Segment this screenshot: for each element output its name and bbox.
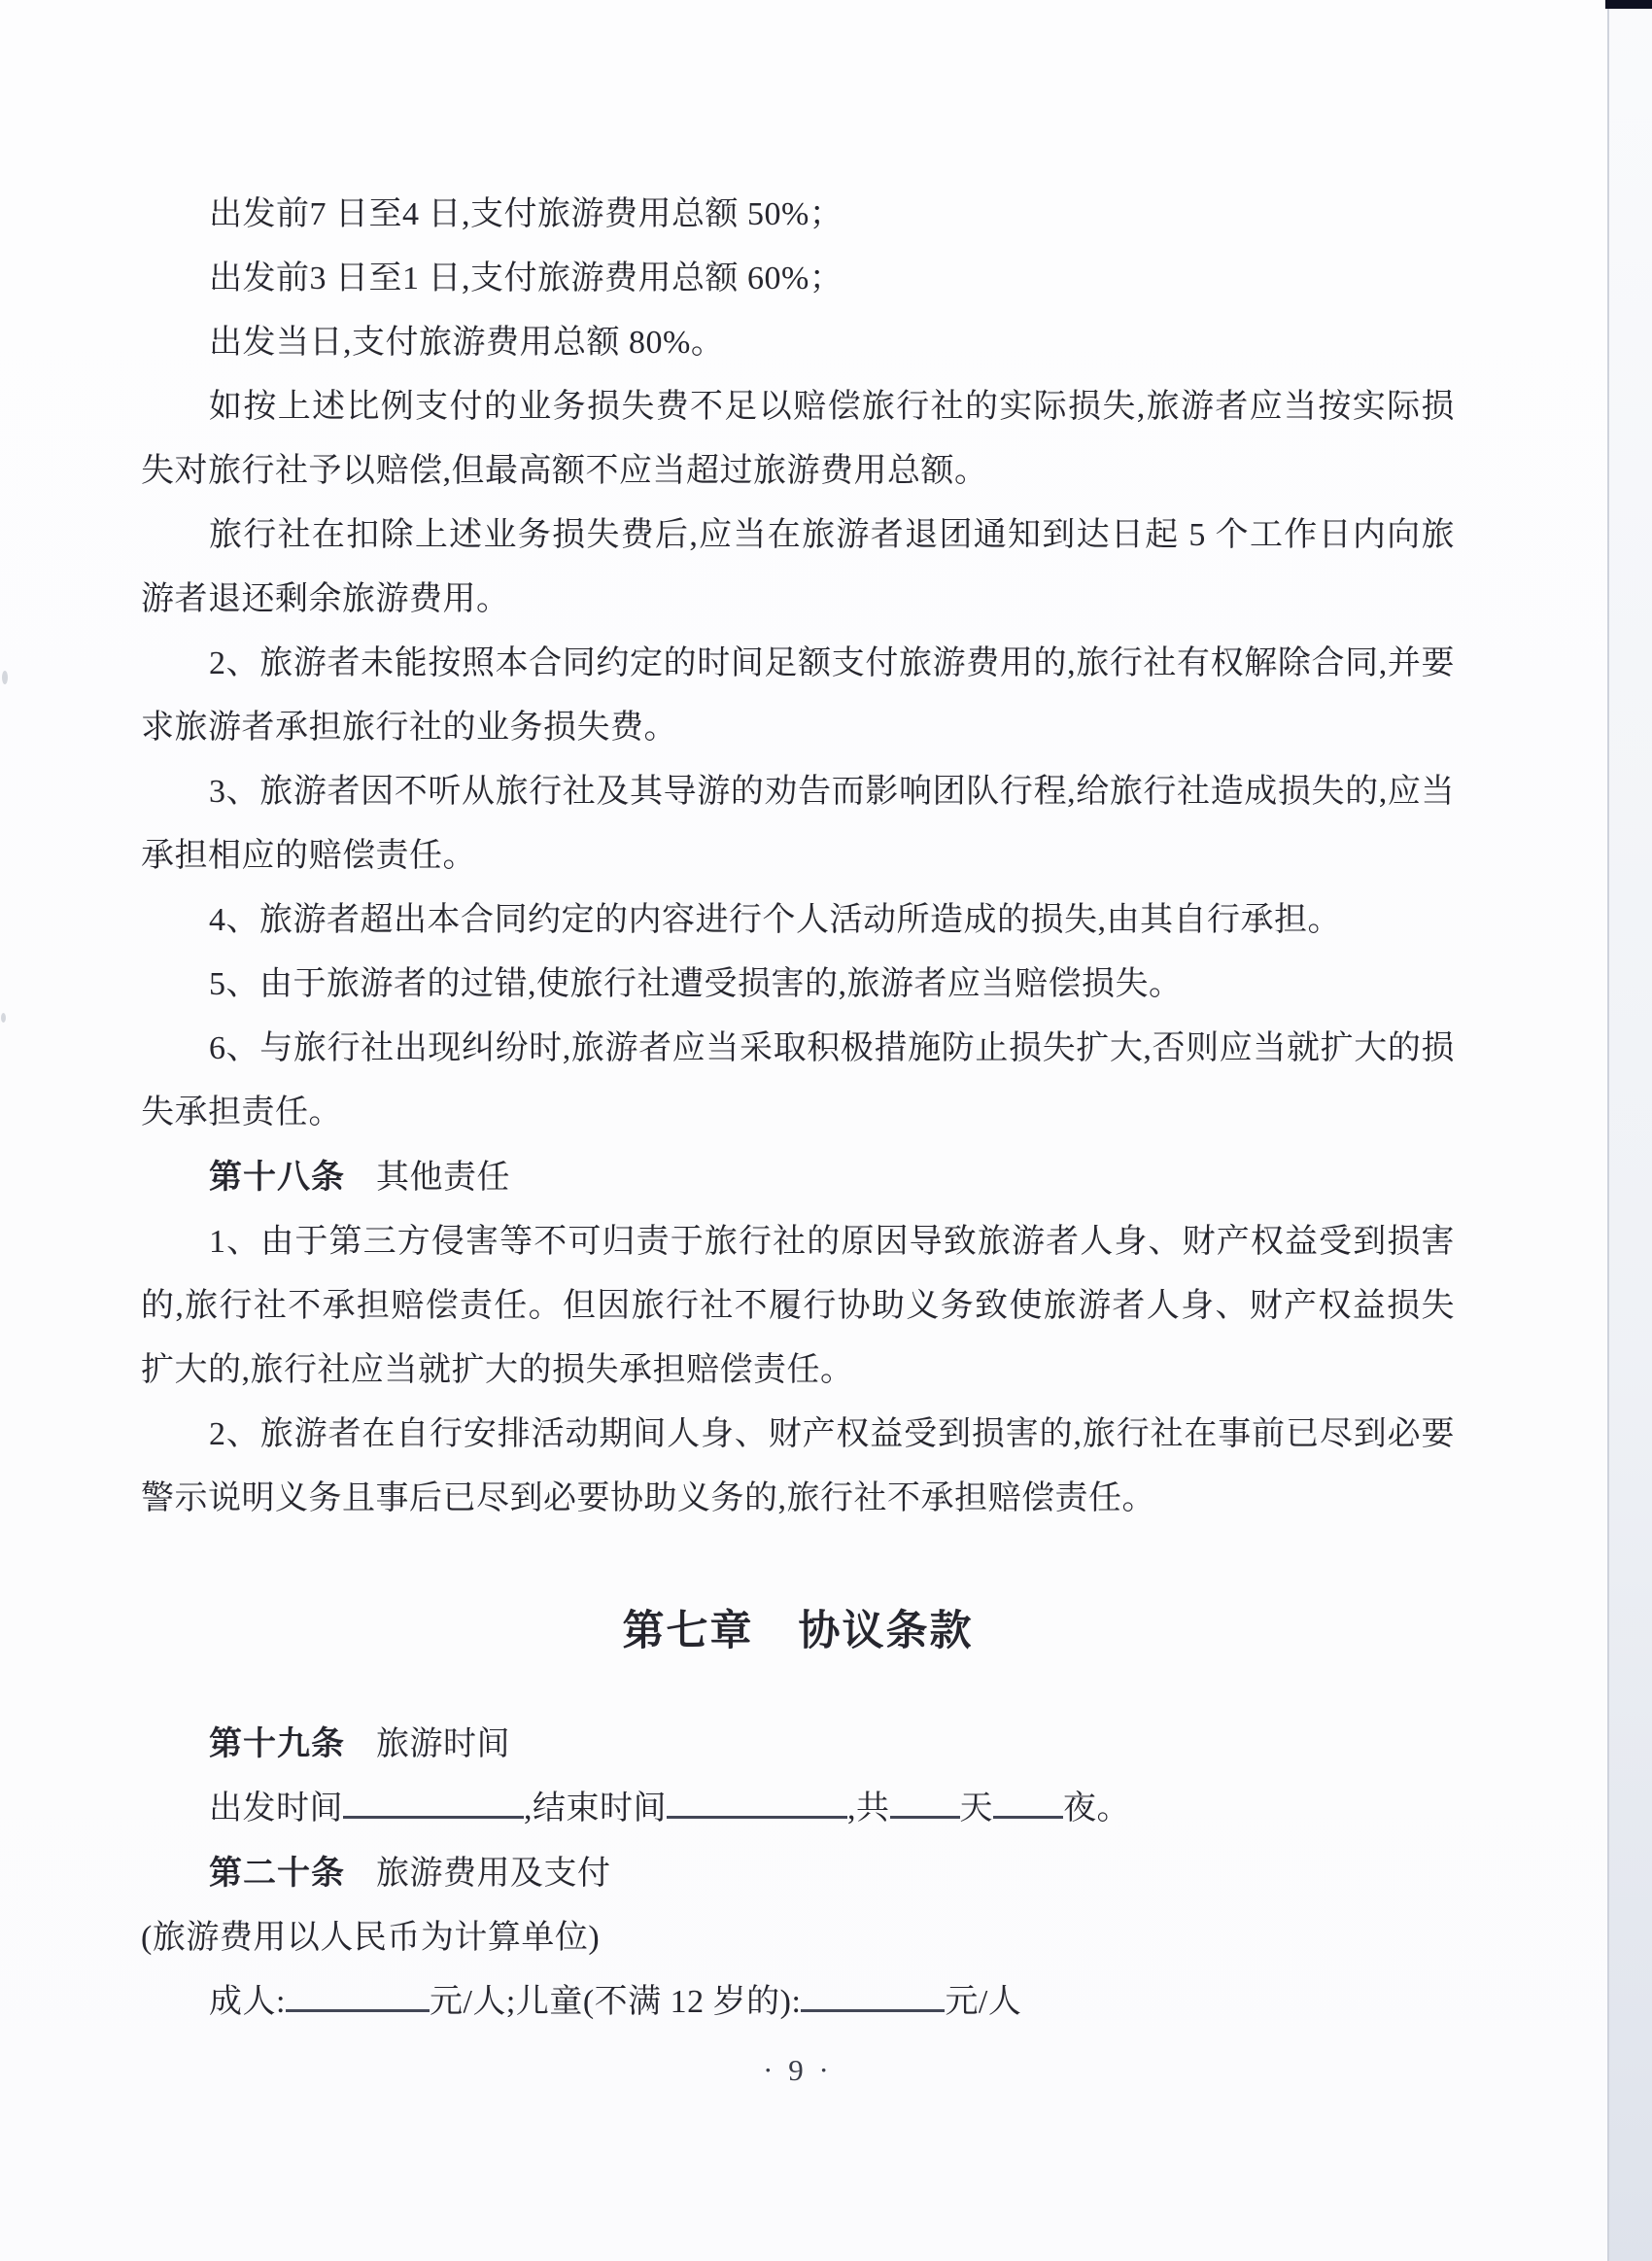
label-total: ,共 <box>847 1791 890 1826</box>
paragraph-item-6: 6、与旅行社出现纠纷时,旅游者应当采取积极措施防止损失扩大,否则应当就扩大的损失承担责任。 <box>141 1030 1455 1130</box>
payment-schedule-line: 出发前3 日至1 日,支付旅游费用总额 60%； <box>209 261 843 296</box>
payment-schedule-line: 出发前7 日至4 日,支付旅游费用总额 50%； <box>209 196 843 232</box>
article-20-number: 第二十条 <box>209 1855 345 1892</box>
price-blanks-line <box>141 1970 1455 2035</box>
article-18-number: 第十八条 <box>209 1159 345 1196</box>
blank-adult-price <box>286 1980 430 2012</box>
label-child-price: 元/人;儿童(不满 12 岁的): <box>429 1984 802 2020</box>
label-end-time: ,结束时间 <box>524 1791 667 1826</box>
article-18-heading <box>141 1145 1455 1210</box>
currency-note: (旅游费用以人民币为计算单位) <box>141 1920 601 1956</box>
article-18-title: 其他责任 <box>376 1160 510 1196</box>
article-19-heading <box>141 1712 1455 1777</box>
scan-edge-shadow <box>1609 0 1652 2261</box>
label-nights: 夜。 <box>1063 1791 1130 1826</box>
scan-corner-artifact <box>1605 0 1652 9</box>
paragraph-actual-loss: 如按上述比例支付的业务损失费不足以赔偿旅行社的实际损失,旅游者应当按实际损失对旅行社予以赔偿,但最高额不应当超过旅游费用总额。 <box>141 389 1455 489</box>
scan-edge-line <box>1607 0 1609 2261</box>
blank-days-count <box>890 1787 960 1819</box>
scan-speck <box>1 1013 6 1023</box>
contract-text-column <box>141 183 1455 2035</box>
paragraph-refund: 旅行社在扣除上述业务损失费后,应当在旅游者退团通知到达日起 5 个工作日内向旅游者退还剩余旅游费用。 <box>141 517 1455 617</box>
travel-time-blanks-line <box>141 1777 1455 1841</box>
scan-speck <box>2 671 8 684</box>
blank-end-time <box>667 1787 847 1819</box>
blank-nights-count <box>993 1787 1063 1819</box>
paragraph-item-3: 3、旅游者因不听从旅行社及其导游的劝告而影响团队行程,给旅行社造成损失的,应当承担相应的赔偿责任。 <box>141 774 1455 874</box>
paragraph-item-2: 2、旅游者未能按照本合同约定的时间足额支付旅游费用的,旅行社有权解除合同,并要求旅游者承担旅行社的业务损失费。 <box>141 645 1455 746</box>
chapter-7-number: 第七章 <box>622 1608 754 1654</box>
article-19-number: 第十九条 <box>209 1725 345 1762</box>
blank-child-price <box>801 1980 945 2012</box>
label-adult-price: 成人: <box>209 1984 286 2020</box>
chapter-7-title: 协议条款 <box>798 1608 974 1654</box>
paragraph-item-4: 4、旅游者超出本合同约定的内容进行个人活动所造成的损失,由其自行承担。 <box>209 902 1341 938</box>
label-departure-time: 出发时间 <box>209 1791 343 1826</box>
article-20-title: 旅游费用及支付 <box>376 1856 611 1892</box>
label-days: 天 <box>959 1791 993 1826</box>
article-19-title: 旅游时间 <box>376 1726 510 1762</box>
paragraph-item-5: 5、由于旅游者的过错,使旅行社遭受损害的,旅游者应当赔偿损失。 <box>209 966 1183 1002</box>
label-yuan-per-person: 元/人 <box>945 1984 1022 2020</box>
blank-departure-time <box>343 1787 524 1819</box>
chapter-7-heading <box>141 1589 1455 1673</box>
paragraph-self-arranged: 2、旅游者在自行安排活动期间人身、财产权益受到损害的,旅行社在事前已尽到必要警示说明义务且事后已尽到必要协助义务的,旅行社不承担赔偿责任。 <box>141 1416 1455 1516</box>
paragraph-third-party: 1、由于第三方侵害等不可归责于旅行社的原因导致旅游者人身、财产权益受到损害的,旅行社不承担赔偿责任。但因旅行社不履行协助义务致使旅游者人身、财产权益损失扩大的,旅行社应当就扩大的损失承担赔偿责任。 <box>141 1224 1455 1388</box>
page-number: · 9 · <box>763 2053 833 2087</box>
article-20-heading <box>141 1841 1455 1906</box>
payment-schedule-line: 出发当日,支付旅游费用总额 80%。 <box>209 325 725 361</box>
